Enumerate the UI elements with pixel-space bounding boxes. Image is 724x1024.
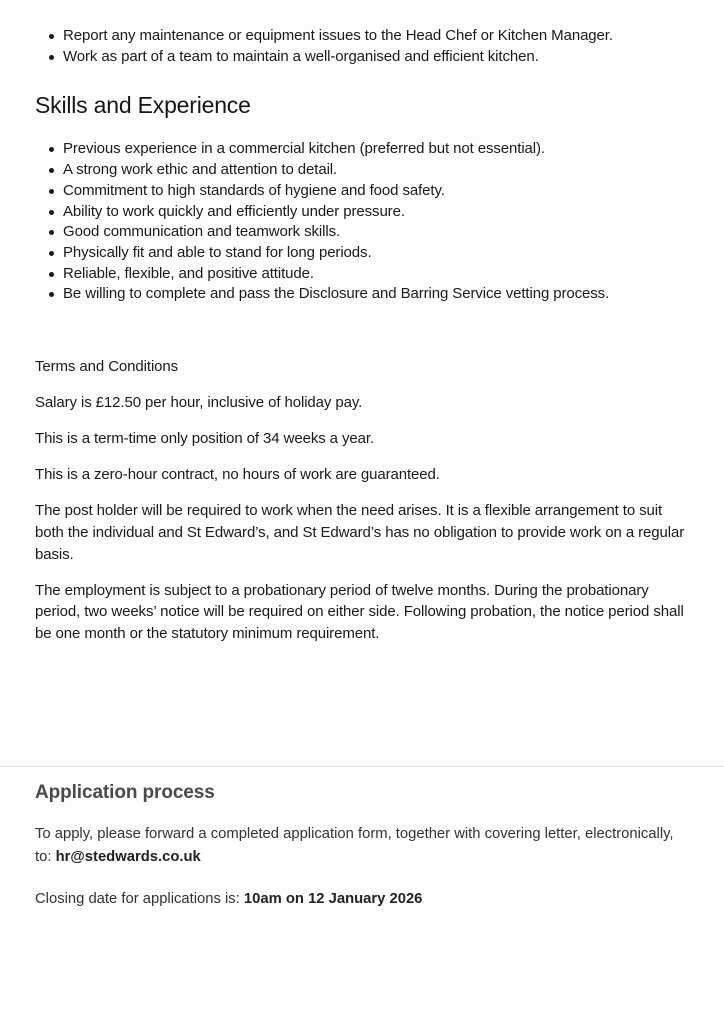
- list-item: Previous experience in a commercial kitchen (preferred but not essential).: [63, 139, 686, 160]
- list-item: Work as part of a team to maintain a well-organised and efficient kitchen.: [63, 47, 686, 68]
- list-item: Good communication and teamwork skills.: [63, 222, 686, 243]
- term-time-text: This is a term-time only position of 34 weeks a year.: [35, 430, 375, 448]
- list-item: Be willing to complete and pass the Disclosure and Barring Service vetting process.: [63, 284, 686, 305]
- list-item: Report any maintenance or equipment issues to the Head Chef or Kitchen Manager.: [63, 26, 686, 47]
- apply-instructions-text: To apply, please forward a completed application form, together with covering letter, electronically, to:: [35, 826, 674, 866]
- salary-text: Salary is £12.50 per hour, inclusive of holiday pay.: [35, 394, 363, 412]
- responsibilities-list: [35, 26, 686, 67]
- post-holder-text: The post holder will be required to work when the need arises. It is a flexible arrangement to suit both the individual and St Edward’s, and St Edward’s has no obligation to provide work on a regular basis.: [35, 502, 685, 563]
- terms-heading: Terms and Conditions: [35, 358, 179, 376]
- application-process-section: [0, 782, 724, 910]
- application-process-heading: Application process: [35, 782, 215, 804]
- section-divider: [0, 766, 724, 767]
- skills-heading: Skills and Experience: [35, 92, 251, 119]
- probation-text: The employment is subject to a probationary period of twelve months. During the probationary period, two weeks’ notice will be required on either side. Following probation, the notice period shall be one month or the statutory minimum requirement.: [35, 581, 684, 642]
- list-item: A strong work ethic and attention to detail.: [63, 160, 686, 181]
- terms-and-conditions-section: [35, 356, 686, 644]
- list-item: Physically fit and able to stand for long periods.: [63, 243, 686, 264]
- closing-date-line: [35, 888, 686, 911]
- closing-date-value: 10am on 12 January 2026: [243, 891, 423, 908]
- list-item: Reliable, flexible, and positive attitude.: [63, 264, 686, 285]
- zero-hour-text: This is a zero-hour contract, no hours of work are guaranteed.: [35, 466, 440, 484]
- email-link[interactable]: hr@stedwards.co.uk: [55, 849, 201, 866]
- list-item: Commitment to high standards of hygiene and food safety.: [63, 181, 686, 202]
- apply-instructions: [35, 823, 686, 869]
- skills-list: [35, 139, 686, 305]
- list-item: Ability to work quickly and efficiently under pressure.: [63, 202, 686, 223]
- closing-date-label: Closing date for applications is:: [35, 891, 244, 908]
